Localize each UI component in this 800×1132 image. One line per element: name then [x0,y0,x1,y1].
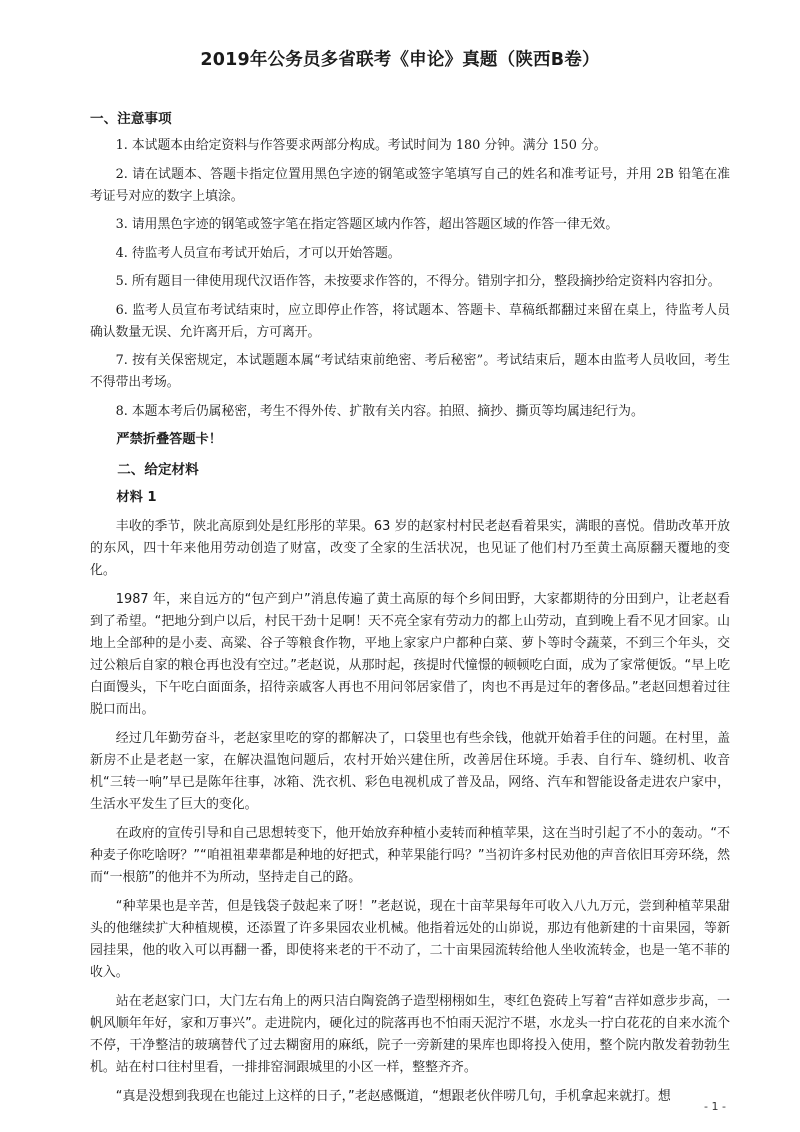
document-title: 2019年公务员多省联考《申论》真题（陕西B卷） [200,50,600,70]
section-heading-notice: 一、注意事项 [90,111,172,127]
notice-item: 6. 监考人员宣布考试结束时，应立即停止作答，将试题本、答题卡、草稿纸都翻过来留在桌上，待监考人员确认数量无误、允许离开后，方可离开。 [90,302,730,340]
section-heading-materials: 二、给定材料 [117,462,199,478]
material-paragraph: 1987 年，来自远方的“包产到户”消息传遍了黄土高原的每个乡间田野，大家都期待的分田到户，让老赵看到了希望。“把地分到户以后，村民干劲十足啊！天不亮全家有劳动力的都上山劳动，直到晚上看不见才回家。山地上全部种的是小麦、高粱、谷子等粮食作物，平地上家家户户都种白菜、萝卜等时令蔬菜，不到三个年头，交过公粮后自家的粮仓再也没有空过。”老赵说，从那时起，孩提时代憧憬的顿顿吃白面，成为了家常便饭。“早上吃白面馒头，下午吃白面面条，招待亲戚客人再也不用问邻居家借了，肉也不再是过年的奢侈品。”老赵回想着过往脱口而出。 [90,592,730,717]
page-number: - 1 - [704,1100,726,1113]
notice-item: 4. 待监考人员宣布考试开始后，才可以开始答题。 [115,245,401,261]
material-paragraph: “种苹果也是辛苦，但是钱袋子鼓起来了呀！”老赵说，现在十亩苹果每年可收入八九万元，尝到种植苹果甜头的他继续扩大种植规模，还添置了许多果园农业机械。他指着远处的山峁说，那边有他新建的十亩果园，等新园挂果，他的收入可以再翻一番，即使将来老的干不动了，二十亩果园流转给他人坐收流转金，也是一笔不菲的收入。 [90,899,730,980]
material-title: 材料 1 [116,490,157,505]
notice-item: 5. 所有题目一律使用现代汉语作答，未按要求作答的，不得分。错别字扣分，整段摘抄给定资料内容扣分。 [115,274,721,289]
notice-item: 2. 请在试题本、答题卡指定位置用黑色字迹的钢笔或签字笔填写自己的姓名和准考证号，并用 2B 铅笔在准考证号对应的数字上填涂。 [90,166,730,204]
warning-text: 严禁折叠答题卡！ [116,432,222,447]
notice-item: 7. 按有关保密规定，本试题题本属“考试结束前绝密、考后秘密”。考试结束后，题本由监考人员收回，考生不得带出考场。 [90,353,730,390]
material-paragraph: 丰收的季节，陕北高原到处是红彤彤的苹果。63 岁的赵家村村民老赵看着果实，满眼的喜悦。借助改革开放的东风，四十年来他用劳动创造了财富，改变了全家的生活状况，也见证了他们村乃至黄土高原翻天覆地的变化。 [90,519,730,578]
material-paragraph: “真是没想到我现在也能过上这样的日子，”老赵感慨道，“想跟老伙伴唠几句，手机拿起来就打。想 [115,1089,671,1104]
notice-item: 3. 请用黑色字迹的钢笔或签字笔在指定答题区域内作答，超出答题区域的作答一律无效。 [115,217,619,232]
material-paragraph: 站在老赵家门口，大门左右角上的两只洁白陶瓷鸽子造型栩栩如生，枣红色瓷砖上写着“吉祥如意步步高，一帆风顺年年好，家和万事兴”。走进院内，硬化过的院落再也不怕雨天泥泞不堪，水龙头一拧白花花的自来水流个不停，干净整洁的玻璃替代了过去糊窗用的麻纸，院子一旁新建的果库也即将投入使用，整个院内散发着勃勃生机。站在村口往村里看，一排排窑洞跟城里的小区一样，整整齐齐。 [90,994,730,1075]
document-body [90,106,730,1115]
notice-item: 1. 本试题本由给定资料与作答要求两部分构成。考试时间为 180 分钟。满分 150 分。 [115,138,607,153]
material-paragraph: 经过几年勤劳奋斗，老赵家里吃的穿的都解决了，口袋里也有些余钱，他就开始着手住的问题。在村里，盖新房不止是老赵一家，在解决温饱问题后，农村开始兴建住所，改善居住环境。手表、自行车、缝纫机、收音机“三转一响”早已是陈年往事，冰箱、洗衣机、彩色电视机成了普及品，网络、汽车和智能设备走进农户家中，生活水平发生了巨大的变化。 [90,731,730,812]
material-paragraph: 在政府的宣传引导和自己思想转变下，他开始放弃种植小麦转而种植苹果，这在当时引起了不小的轰动。“不种麦子你吃啥呀？”“咱祖祖辈辈都是种地的好把式，种苹果能行吗？”当初许多村民劝他的声音依旧耳旁环绕，然而“一根筋”的他并不为所动，坚持走自己的路。 [90,826,730,885]
notice-item: 8. 本题本考后仍属秘密，考生不得外传、扩散有关内容。拍照、摘抄、撕页等均属违纪行为。 [115,403,644,419]
